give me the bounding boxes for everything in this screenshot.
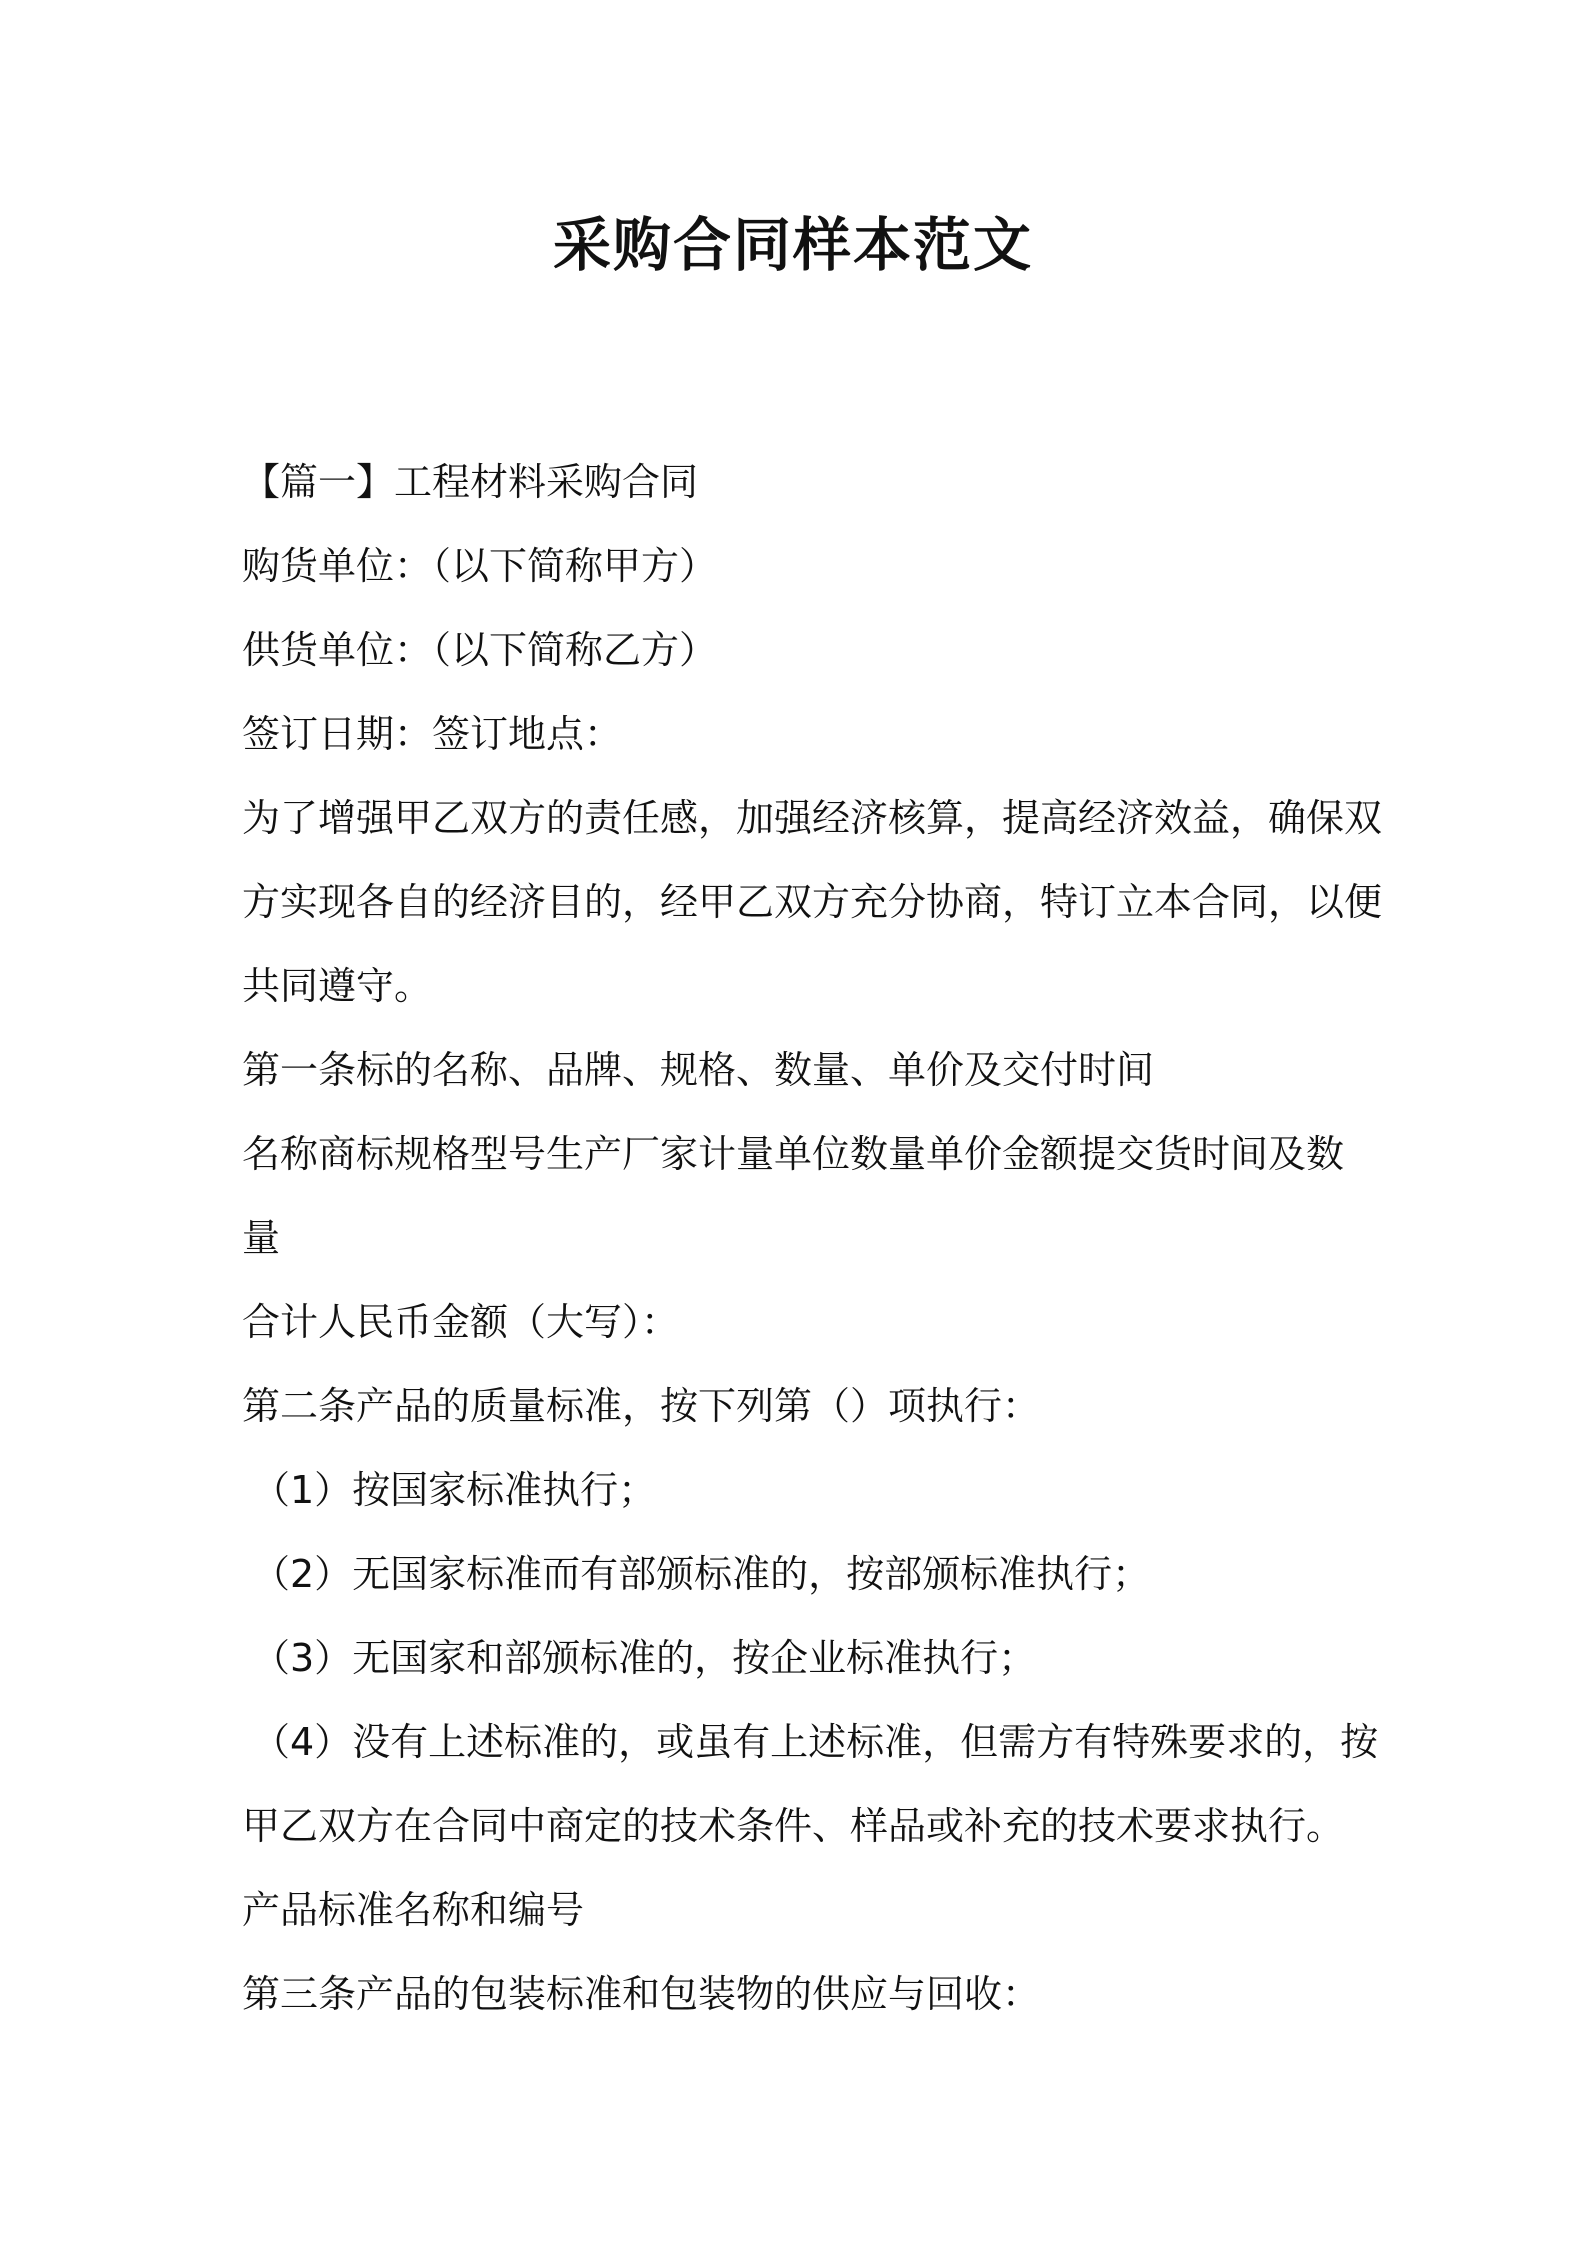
standard-option-1: （1）按国家标准执行； (252, 1468, 657, 1512)
preamble-line-2: 方实现各自的经济目的，经甲乙双方充分协商，特订立本合同，以便 (242, 880, 1383, 924)
standard-option-3: （3）无国家和部颁标准的，按企业标准执行； (252, 1636, 1037, 1680)
total-amount-line: 合计人民币金额（大写）： (242, 1300, 680, 1344)
standard-option-2: （2）无国家标准而有部颁标准的，按部颁标准执行； (252, 1552, 1151, 1596)
standard-name-line: 产品标准名称和编号 (242, 1888, 585, 1932)
article-1-columns-line-2: 量 (242, 1216, 281, 1260)
sign-date-place-line: 签订日期：签订地点： (242, 712, 623, 756)
supplier-line: 供货单位：（以下简称乙方） (242, 628, 718, 672)
standard-option-4-line-2: 甲乙双方在合同中商定的技术条件、样品或补充的技术要求执行。 (242, 1804, 1345, 1848)
preamble-line-3: 共同遵守。 (242, 964, 433, 1008)
article-2-heading: 第二条产品的质量标准，按下列第（）项执行： (242, 1384, 1041, 1428)
document-title: 采购合同样本范文 (552, 211, 1033, 279)
article-3-heading: 第三条产品的包装标准和包装物的供应与回收： (242, 1972, 1041, 2016)
section-heading: 【篇一】工程材料采购合同 (242, 460, 699, 504)
standard-option-4-line-1: （4）没有上述标准的，或虽有上述标准，但需方有特殊要求的，按 (252, 1720, 1379, 1764)
buyer-line: 购货单位：（以下简称甲方） (242, 544, 718, 588)
article-1-columns-line-1: 名称商标规格型号生产厂家计量单位数量单价金额提交货时间及数 (242, 1132, 1345, 1176)
preamble-line-1: 为了增强甲乙双方的责任感，加强经济核算，提高经济效益，确保双 (242, 796, 1383, 840)
article-1-heading: 第一条标的名称、品牌、规格、数量、单价及交付时间 (242, 1048, 1155, 1092)
document-body (242, 440, 1383, 2036)
